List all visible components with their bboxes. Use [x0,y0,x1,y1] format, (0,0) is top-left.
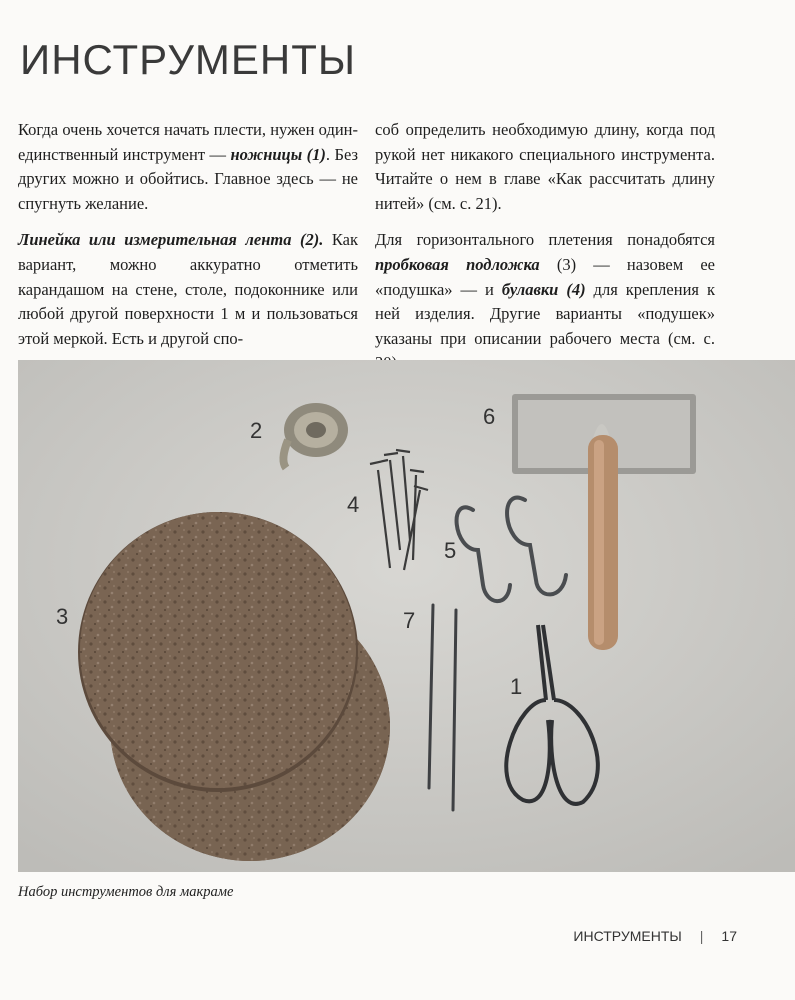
footer-separator: | [699,928,704,944]
photo-label-6: 6 [483,404,496,429]
page-footer [573,928,737,944]
text-column-right [375,118,715,388]
page-title: ИНСТРУМЕНТЫ [20,36,357,83]
paragraph-cork: Для горизонтального плетения понадобятся пробковая подложка (3) — назовем ее «подушка» — и булавки (4) для крепления к ней изделия. Другие варианты «подушек» указаны при описании рабочего места (см. с. [375,230,715,348]
tools-photo [18,360,795,872]
photo-label-4: 4 [347,492,360,517]
photo-caption: Набор инструментов для макраме [18,884,234,900]
paragraph-scissors: Когда очень хочется начать плести, нужен один-единственный инструмент — ножницы (1). Без других можно и обойтись. Главное здесь — не спугнуть желание. [18,120,358,213]
photo-label-2: 2 [250,418,263,443]
photo-label-7: 7 [403,608,416,633]
paragraph-ruler: Линейка или измерительная лента (2). Как вариант, можно аккуратно отметить карандашом на стене, столе, подоконнике или любой другой поверхности 1 м и пользоваться этой меркой. Есть и другой спо- [18,230,358,348]
footer-section-title: ИНСТРУМЕНТЫ [573,928,682,944]
page-number: 17 [721,928,737,944]
photo-label-5: 5 [444,538,457,563]
photo-label-3: 3 [56,604,69,629]
paragraph-length: соб определить необходимую длину, когда под рукой нет никакого специального инструмента. Читайте о нем в главе «Как рассчитать длину нитей» (см. с. 21). [375,120,715,213]
text-column-left [18,118,358,363]
photo-label-1: 1 [510,674,523,699]
